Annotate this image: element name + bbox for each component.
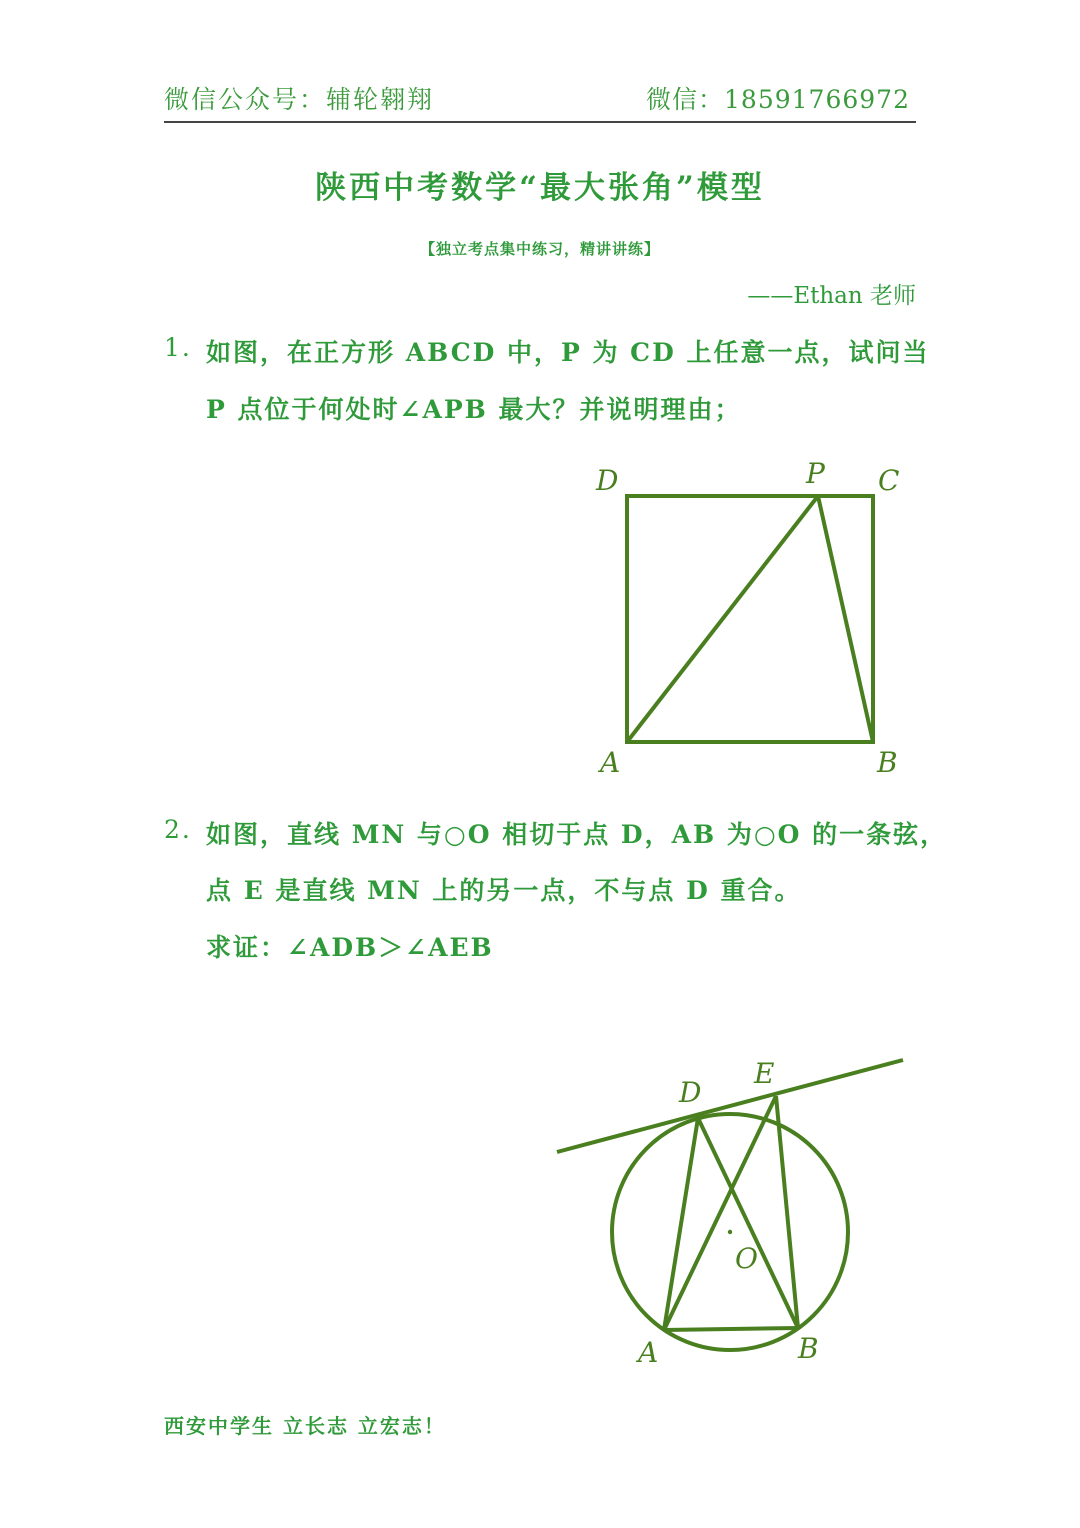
- question-2-number: 2.: [164, 815, 192, 844]
- question-1-line-2: P 点位于何处时∠APB 最大？并说明理由；: [206, 395, 742, 424]
- label-a2: A: [638, 1336, 659, 1369]
- footer-slogan: 西安中学生 立长志 立宏志！: [164, 1414, 446, 1438]
- label-d2: D: [679, 1076, 702, 1109]
- label-d: D: [596, 464, 619, 497]
- question-1-line-1: 如图，在正方形 ABCD 中，P 为 CD 上任意一点，试问当: [206, 338, 930, 367]
- page-subtitle: 【独立考点集中练习，精讲讲练】: [419, 240, 660, 258]
- label-c: C: [878, 464, 900, 497]
- tangent-line-mn: [557, 1060, 903, 1152]
- label-a: A: [600, 746, 621, 779]
- label-b2: B: [798, 1332, 819, 1365]
- label-e: E: [754, 1057, 775, 1090]
- label-o: O: [735, 1242, 758, 1275]
- header-wechat-id: 微信：18591766972: [646, 85, 910, 114]
- header-wechat-account: 微信公众号：辅轮翱翔: [164, 85, 435, 114]
- label-p: P: [806, 457, 825, 490]
- author-line: ——Ethan 老师: [747, 283, 916, 309]
- page-title: 陕西中考数学“最大张角”模型: [315, 170, 765, 206]
- question-1-number: 1.: [164, 333, 192, 362]
- question-2-line-1: 如图，直线 MN 与○O 相切于点 D，AB 为○O 的一条弦，: [206, 820, 948, 849]
- question-2-line-2: 点 E 是直线 MN 上的另一点，不与点 D 重合。: [206, 876, 802, 905]
- question-2-line-3: 求证：∠ADB＞∠AEB: [206, 933, 494, 962]
- chord-ab: [664, 1328, 798, 1330]
- label-b: B: [877, 746, 898, 779]
- center-point-o: [728, 1230, 732, 1234]
